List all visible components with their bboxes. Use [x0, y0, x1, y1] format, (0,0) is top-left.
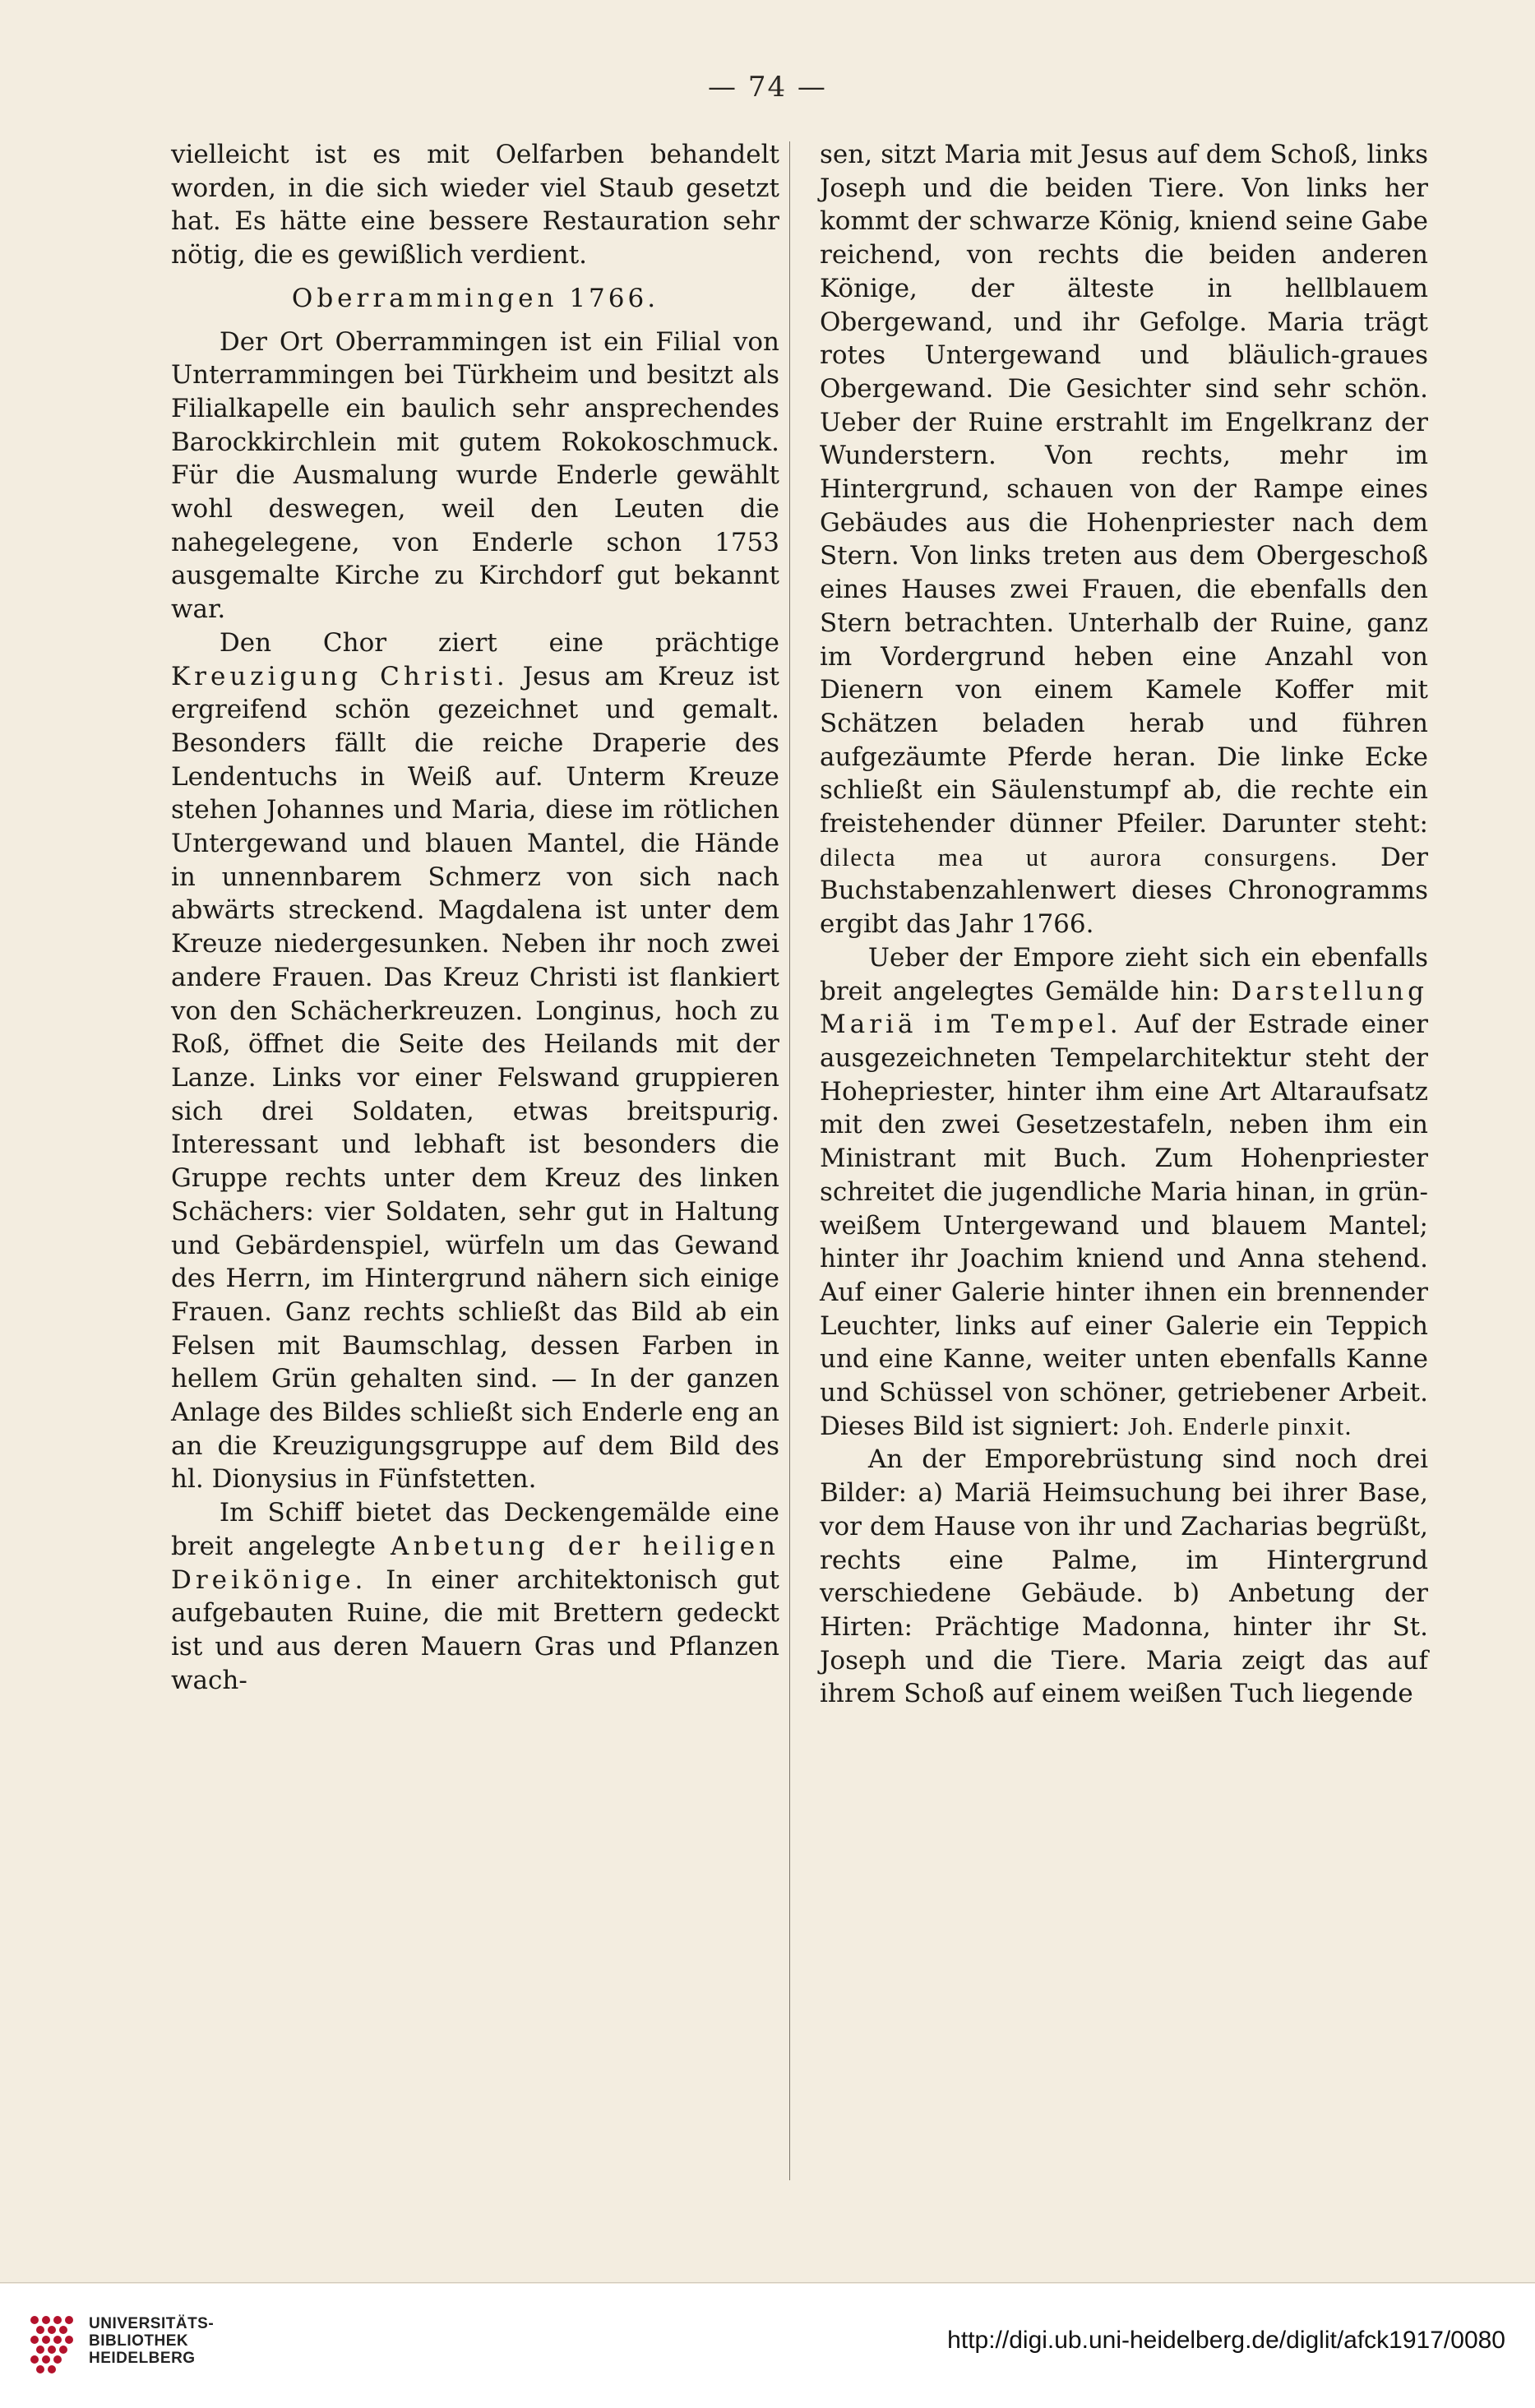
section-heading-year: 1766.	[569, 283, 659, 313]
left-column	[171, 138, 779, 1697]
library-name-line: UNIVERSITÄTS-	[89, 2315, 215, 2332]
library-name-line: BIBLIOTHEK	[89, 2332, 189, 2350]
footer-rule	[0, 2282, 1535, 2283]
paragraph-text: Den Chor ziert eine prächtige	[219, 627, 779, 658]
column-divider	[789, 141, 790, 2180]
emphasized-title: Anbetung der heiligen Dreikönige.	[171, 1531, 780, 1595]
paragraph	[171, 1496, 779, 1697]
paragraph-text: Jesus am Kreuz ist ergreifend schön gezeichnet und gemalt. Besonders fällt die reiche Draperie des Lendentuchs in Weiß auf. Unterm Kreuze stehen Johannes und Maria, diese im rötlichen Untergewand und blauen Mantel, die Hände in unnennbarem Schmerz von sich nach abwärts streckend. Magdalena ist unter dem Kreuze niedergesunken. Neben ihr noch zwei andere Frauen. Das Kreuz Christi ist flankiert von den Schächerkreuzen. Longinus, hoch zu Roß, öffnet die Seite des Heilands mit der Lanze. Links vor einer Felswand gruppieren sich drei Soldaten, etwas breitspurig. Interessant und lebhaft ist besonders die Gruppe rechts unter dem Kreuz des linken Schächers: vier Soldaten, sehr gut in Haltung und Gebärdenspiel, würfeln um das Gewand des Herrn, im Hintergrund nähern sich einige Frauen. Ganz rechts schließt das Bild ab ein Felsen mit Baumschlag, dessen Farben in hellem Grün gehalten sind. — In der ganzen Anlage des Bildes schließt sich Enderle eng an an die Kreuzigungsgruppe auf dem Bild des hl. Dionysius in Fünfstetten.	[171, 661, 780, 1495]
paragraph: Der Ort Oberrammingen ist ein Filial von Unterrammingen bei Türkheim und besitzt als Filialkapelle ein baulich sehr ansprechendes Barockkirchlein mit gutem Rokokoschmuck. Für die Ausmalung wurde Enderle gewählt wohl deswegen, weil den Leuten die nahegelegene, von Enderle schon 1753 ausgemalte Kirche zu Kirchdorf gut bekannt war.	[171, 326, 779, 625]
footer-bar	[0, 2284, 1535, 2408]
paragraph-text: Auf der Estrade einer ausgezeichneten Tempelarchitektur steht der Hohepriester, hinter ihm eine Art Altaraufsatz mit den zwei Gesetzestafeln, neben ihm ein Ministrant mit Buch. Zum Hohenpriester schreitet die jugendliche Maria hinan, in grün-weißem Untergewand und blauem Mantel; hinter ihr Joachim kniend und Anna stehend. Auf einer Galerie hinter ihnen ein brennender Leuchter, links auf einer Galerie ein Teppich und eine Kanne, weiter unten ebenfalls Kanne und Schüssel von schöner, getriebener Arbeit. Dieses Bild ist signiert:	[820, 1010, 1428, 1441]
university-library-logo-icon	[28, 2313, 76, 2374]
section-heading	[171, 282, 779, 316]
library-name-line: HEIDELBERG	[89, 2350, 196, 2367]
paragraph	[820, 138, 1428, 941]
page-number: — 74 —	[708, 71, 827, 104]
section-heading-place: Oberrammingen	[291, 283, 558, 313]
paragraph: vielleicht ist es mit Oelfarben behandelt worden, in die sich wieder viel Staub gesetzt hat. Es hätte eine bessere Restauration sehr nötig, die es gewißlich verdient.	[171, 140, 779, 270]
paragraph-text: In einer architektonisch gut aufgebauten Ruine, die mit Brettern gedeckt ist und aus deren Mauern Gras und Pflanzen wach-	[171, 1565, 779, 1695]
paragraph-text: Ueber der Empore zieht sich ein ebenfalls breit angelegtes Gemälde hin:	[820, 942, 1428, 1006]
paragraph-text: Im Schiff bietet das Deckengemälde eine breit angelegte	[171, 1498, 779, 1561]
emphasized-title: Darstellung Mariä im Tempel.	[820, 976, 1428, 1040]
source-url[interactable]: http://digi.ub.uni-heidelberg.de/diglit/afck1917/0080	[947, 2327, 1505, 2354]
emphasized-title: Kreuzigung Christi.	[171, 661, 509, 691]
paragraph: An der Emporebrüstung sind noch drei Bilder: a) Mariä Heimsuchung bei ihrer Base, vor dem Hause von ihr und Zacharias begrüßt, rechts eine Palme, im Hintergrund verschiedene Gebäude. b) Anbetung der Hirten: Prächtige Madonna, hinter ihr St. Joseph und die Tiere. Maria zeigt das auf ihrem Schoß auf einem weißen Tuch liegende	[820, 1444, 1428, 1709]
paragraph	[171, 626, 779, 1496]
chronogram-inscription: dilecta mea ut aurora consurgens.	[820, 842, 1339, 871]
right-column	[820, 138, 1428, 1711]
signature-inscription: Joh. Enderle pinxit.	[1128, 1411, 1352, 1440]
paragraph-text: sen, sitzt Maria mit Jesus auf dem Schoß, links Joseph und die beiden Tiere. Von links her kommt der schwarze König, kniend seine Gabe reichend, von rechts die beiden anderen Könige, der älteste in hellblauem Obergewand, und ihr Gefolge. Maria trägt rotes Untergewand und bläulich-graues Obergewand. Die Gesichter sind sehr schön. Ueber der Ruine erstrahlt im Engelkranz der Wunderstern. Von rechts, mehr im Hintergrund, schauen von der Rampe eines Gebäudes aus die Hohenpriester nach dem Stern. Von links treten aus dem Obergeschoß eines Hauses zwei Frauen, die ebenfalls den Stern betrachten. Unterhalb der Ruine, ganz im Vordergrund heben eine Anzahl von Dienern von einem Kamele Koffer mit Schätzen beladen herab und führen aufgezäumte Pferde heran. Die linke Ecke schließt ein Säulenstumpf ab, die rechte ein freistehender dünner Pfeiler. Darunter steht:	[820, 140, 1428, 839]
paragraph-text: Der Buchstabenzahlenwert dieses Chronogramms ergibt das Jahr 1766.	[820, 842, 1428, 940]
library-name	[89, 2315, 214, 2367]
paragraph	[820, 941, 1428, 1444]
